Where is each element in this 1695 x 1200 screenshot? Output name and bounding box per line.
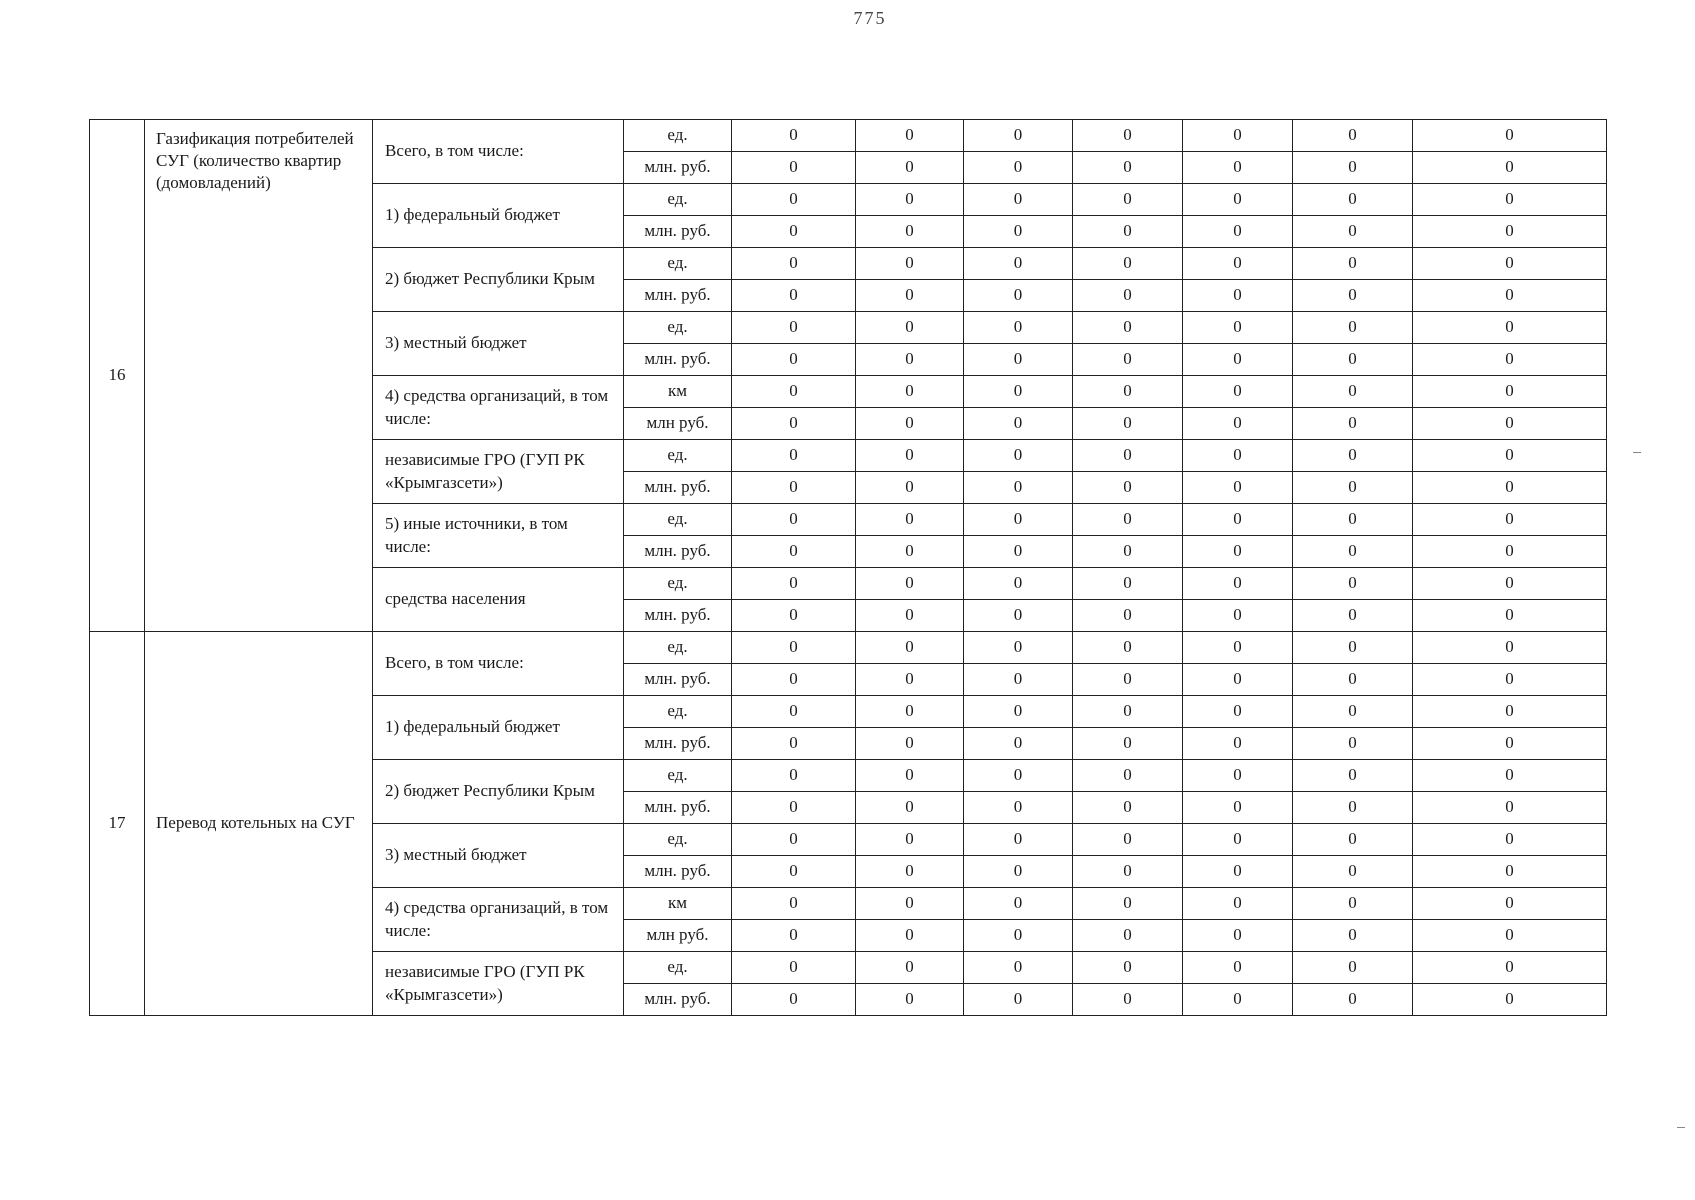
value-cell: 0 xyxy=(856,184,964,216)
value-cell: 0 xyxy=(1183,536,1293,568)
unit-cell: ед. xyxy=(624,824,732,856)
value-cell: 0 xyxy=(732,888,856,920)
funding-source-label: независимые ГРО (ГУП РК «Крымгазсети») xyxy=(373,440,624,504)
value-cell: 0 xyxy=(1413,216,1607,248)
value-cell: 0 xyxy=(1183,600,1293,632)
value-cell: 0 xyxy=(1073,728,1183,760)
value-cell: 0 xyxy=(1293,952,1413,984)
table-row xyxy=(90,632,1607,664)
unit-cell: млн. руб. xyxy=(624,536,732,568)
value-cell: 0 xyxy=(964,728,1073,760)
unit-cell: ед. xyxy=(624,440,732,472)
value-cell: 0 xyxy=(1293,920,1413,952)
unit-cell: млн. руб. xyxy=(624,984,732,1016)
value-cell: 0 xyxy=(732,920,856,952)
value-cell: 0 xyxy=(964,536,1073,568)
value-cell: 0 xyxy=(1183,856,1293,888)
value-cell: 0 xyxy=(856,824,964,856)
value-cell: 0 xyxy=(856,536,964,568)
value-cell: 0 xyxy=(1413,344,1607,376)
value-cell: 0 xyxy=(856,792,964,824)
value-cell: 0 xyxy=(1293,568,1413,600)
value-cell: 0 xyxy=(1073,952,1183,984)
value-cell: 0 xyxy=(1183,408,1293,440)
value-cell: 0 xyxy=(732,824,856,856)
value-cell: 0 xyxy=(964,184,1073,216)
unit-cell: км xyxy=(624,888,732,920)
value-cell: 0 xyxy=(1183,440,1293,472)
value-cell: 0 xyxy=(732,792,856,824)
value-cell: 0 xyxy=(1073,472,1183,504)
unit-cell: млн. руб. xyxy=(624,472,732,504)
value-cell: 0 xyxy=(964,440,1073,472)
value-cell: 0 xyxy=(1413,632,1607,664)
unit-cell: ед. xyxy=(624,248,732,280)
value-cell: 0 xyxy=(1413,888,1607,920)
value-cell: 0 xyxy=(732,504,856,536)
value-cell: 0 xyxy=(1413,792,1607,824)
value-cell: 0 xyxy=(1413,568,1607,600)
value-cell: 0 xyxy=(732,600,856,632)
value-cell: 0 xyxy=(964,920,1073,952)
unit-cell: ед. xyxy=(624,184,732,216)
unit-cell: млн. руб. xyxy=(624,856,732,888)
value-cell: 0 xyxy=(856,472,964,504)
funding-source-label: 3) местный бюджет xyxy=(373,312,624,376)
table-row xyxy=(90,120,1607,152)
value-cell: 0 xyxy=(1073,344,1183,376)
value-cell: 0 xyxy=(1413,728,1607,760)
value-cell: 0 xyxy=(1073,152,1183,184)
value-cell: 0 xyxy=(1413,472,1607,504)
value-cell: 0 xyxy=(1183,696,1293,728)
value-cell: 0 xyxy=(1073,888,1183,920)
value-cell: 0 xyxy=(1413,376,1607,408)
value-cell: 0 xyxy=(964,792,1073,824)
value-cell: 0 xyxy=(1073,824,1183,856)
unit-cell: млн. руб. xyxy=(624,600,732,632)
value-cell: 0 xyxy=(964,632,1073,664)
value-cell: 0 xyxy=(1183,792,1293,824)
value-cell: 0 xyxy=(732,440,856,472)
unit-cell: ед. xyxy=(624,312,732,344)
value-cell: 0 xyxy=(732,312,856,344)
value-cell: 0 xyxy=(1293,248,1413,280)
value-cell: 0 xyxy=(1073,696,1183,728)
value-cell: 0 xyxy=(856,280,964,312)
page-number: 775 xyxy=(853,8,887,28)
value-cell: 0 xyxy=(1183,824,1293,856)
value-cell: 0 xyxy=(1073,376,1183,408)
unit-cell: ед. xyxy=(624,696,732,728)
value-cell: 0 xyxy=(1183,152,1293,184)
value-cell: 0 xyxy=(964,888,1073,920)
value-cell: 0 xyxy=(1073,440,1183,472)
value-cell: 0 xyxy=(1183,728,1293,760)
unit-cell: ед. xyxy=(624,952,732,984)
unit-cell: ед. xyxy=(624,120,732,152)
unit-cell: млн. руб. xyxy=(624,728,732,760)
value-cell: 0 xyxy=(1183,952,1293,984)
value-cell: 0 xyxy=(1293,600,1413,632)
value-cell: 0 xyxy=(1073,920,1183,952)
value-cell: 0 xyxy=(1183,344,1293,376)
funding-source-label: 2) бюджет Республики Крым xyxy=(373,760,624,824)
value-cell: 0 xyxy=(1183,120,1293,152)
value-cell: 0 xyxy=(1073,120,1183,152)
value-cell: 0 xyxy=(1293,664,1413,696)
value-cell: 0 xyxy=(856,664,964,696)
value-cell: 0 xyxy=(1183,312,1293,344)
value-cell: 0 xyxy=(1413,248,1607,280)
value-cell: 0 xyxy=(856,504,964,536)
value-cell: 0 xyxy=(964,696,1073,728)
value-cell: 0 xyxy=(732,952,856,984)
value-cell: 0 xyxy=(1183,984,1293,1016)
value-cell: 0 xyxy=(732,984,856,1016)
value-cell: 0 xyxy=(856,856,964,888)
funding-source-label: 5) иные источники, в том числе: xyxy=(373,504,624,568)
value-cell: 0 xyxy=(856,152,964,184)
value-cell: 0 xyxy=(856,600,964,632)
value-cell: 0 xyxy=(1293,440,1413,472)
value-cell: 0 xyxy=(1293,824,1413,856)
value-cell: 0 xyxy=(856,696,964,728)
value-cell: 0 xyxy=(1413,824,1607,856)
value-cell: 0 xyxy=(964,824,1073,856)
value-cell: 0 xyxy=(856,888,964,920)
value-cell: 0 xyxy=(856,376,964,408)
unit-cell: млн. руб. xyxy=(624,216,732,248)
unit-cell: млн руб. xyxy=(624,920,732,952)
section-number: 16 xyxy=(90,120,145,632)
value-cell: 0 xyxy=(1073,408,1183,440)
value-cell: 0 xyxy=(1183,664,1293,696)
value-cell: 0 xyxy=(964,312,1073,344)
financing-table xyxy=(89,119,1607,1016)
value-cell: 0 xyxy=(964,760,1073,792)
funding-source-label: Всего, в том числе: xyxy=(373,632,624,696)
funding-source-label: 1) федеральный бюджет xyxy=(373,696,624,760)
funding-source-label: средства населения xyxy=(373,568,624,632)
value-cell: 0 xyxy=(732,536,856,568)
value-cell: 0 xyxy=(856,984,964,1016)
value-cell: 0 xyxy=(1413,312,1607,344)
unit-cell: млн. руб. xyxy=(624,152,732,184)
value-cell: 0 xyxy=(1293,536,1413,568)
value-cell: 0 xyxy=(964,856,1073,888)
value-cell: 0 xyxy=(964,152,1073,184)
value-cell: 0 xyxy=(732,216,856,248)
value-cell: 0 xyxy=(1413,152,1607,184)
value-cell: 0 xyxy=(732,120,856,152)
value-cell: 0 xyxy=(856,760,964,792)
value-cell: 0 xyxy=(732,344,856,376)
unit-cell: млн. руб. xyxy=(624,792,732,824)
value-cell: 0 xyxy=(856,120,964,152)
value-cell: 0 xyxy=(732,632,856,664)
value-cell: 0 xyxy=(1073,312,1183,344)
value-cell: 0 xyxy=(856,920,964,952)
value-cell: 0 xyxy=(1413,760,1607,792)
value-cell: 0 xyxy=(732,696,856,728)
value-cell: 0 xyxy=(856,632,964,664)
value-cell: 0 xyxy=(732,408,856,440)
value-cell: 0 xyxy=(1073,856,1183,888)
value-cell: 0 xyxy=(1073,568,1183,600)
section-name: Перевод котельных на СУГ xyxy=(145,632,373,1016)
value-cell: 0 xyxy=(1293,728,1413,760)
value-cell: 0 xyxy=(856,344,964,376)
value-cell: 0 xyxy=(1073,216,1183,248)
value-cell: 0 xyxy=(856,728,964,760)
value-cell: 0 xyxy=(732,472,856,504)
unit-cell: млн. руб. xyxy=(624,344,732,376)
value-cell: 0 xyxy=(1073,280,1183,312)
value-cell: 0 xyxy=(1413,536,1607,568)
value-cell: 0 xyxy=(1183,568,1293,600)
value-cell: 0 xyxy=(1183,472,1293,504)
value-cell: 0 xyxy=(856,408,964,440)
value-cell: 0 xyxy=(1413,984,1607,1016)
value-cell: 0 xyxy=(1073,248,1183,280)
unit-cell: км xyxy=(624,376,732,408)
value-cell: 0 xyxy=(1293,632,1413,664)
value-cell: 0 xyxy=(732,184,856,216)
value-cell: 0 xyxy=(732,568,856,600)
unit-cell: млн. руб. xyxy=(624,280,732,312)
value-cell: 0 xyxy=(1293,344,1413,376)
value-cell: 0 xyxy=(732,728,856,760)
value-cell: 0 xyxy=(856,248,964,280)
funding-source-label: 3) местный бюджет xyxy=(373,824,624,888)
unit-cell: млн руб. xyxy=(624,408,732,440)
value-cell: 0 xyxy=(1413,408,1607,440)
value-cell: 0 xyxy=(1413,952,1607,984)
value-cell: 0 xyxy=(964,984,1073,1016)
value-cell: 0 xyxy=(1413,120,1607,152)
value-cell: 0 xyxy=(1293,184,1413,216)
section-number: 17 xyxy=(90,632,145,1016)
value-cell: 0 xyxy=(1183,216,1293,248)
value-cell: 0 xyxy=(964,472,1073,504)
value-cell: 0 xyxy=(964,216,1073,248)
value-cell: 0 xyxy=(1413,600,1607,632)
margin-tick-mark xyxy=(1633,452,1641,453)
value-cell: 0 xyxy=(1073,632,1183,664)
value-cell: 0 xyxy=(1293,856,1413,888)
value-cell: 0 xyxy=(1073,536,1183,568)
value-cell: 0 xyxy=(964,952,1073,984)
value-cell: 0 xyxy=(732,856,856,888)
value-cell: 0 xyxy=(856,440,964,472)
value-cell: 0 xyxy=(964,408,1073,440)
value-cell: 0 xyxy=(1293,792,1413,824)
unit-cell: ед. xyxy=(624,760,732,792)
funding-source-label: 2) бюджет Республики Крым xyxy=(373,248,624,312)
value-cell: 0 xyxy=(1293,376,1413,408)
funding-source-label: 4) средства организаций, в том числе: xyxy=(373,888,624,952)
value-cell: 0 xyxy=(1293,504,1413,536)
value-cell: 0 xyxy=(1183,760,1293,792)
value-cell: 0 xyxy=(1413,920,1607,952)
value-cell: 0 xyxy=(856,952,964,984)
value-cell: 0 xyxy=(1073,184,1183,216)
value-cell: 0 xyxy=(1293,696,1413,728)
value-cell: 0 xyxy=(964,344,1073,376)
value-cell: 0 xyxy=(1413,856,1607,888)
value-cell: 0 xyxy=(1183,888,1293,920)
unit-cell: ед. xyxy=(624,632,732,664)
value-cell: 0 xyxy=(1293,760,1413,792)
value-cell: 0 xyxy=(1073,504,1183,536)
funding-source-label: Всего, в том числе: xyxy=(373,120,624,184)
value-cell: 0 xyxy=(1293,152,1413,184)
value-cell: 0 xyxy=(1183,248,1293,280)
value-cell: 0 xyxy=(1413,280,1607,312)
value-cell: 0 xyxy=(964,600,1073,632)
value-cell: 0 xyxy=(1073,664,1183,696)
value-cell: 0 xyxy=(1293,472,1413,504)
value-cell: 0 xyxy=(1183,632,1293,664)
funding-source-label: 4) средства организаций, в том числе: xyxy=(373,376,624,440)
unit-cell: ед. xyxy=(624,504,732,536)
value-cell: 0 xyxy=(1413,664,1607,696)
value-cell: 0 xyxy=(1293,408,1413,440)
value-cell: 0 xyxy=(1183,184,1293,216)
value-cell: 0 xyxy=(732,376,856,408)
value-cell: 0 xyxy=(732,280,856,312)
funding-source-label: независимые ГРО (ГУП РК «Крымгазсети») xyxy=(373,952,624,1016)
value-cell: 0 xyxy=(964,664,1073,696)
value-cell: 0 xyxy=(964,120,1073,152)
margin-tick-mark xyxy=(1677,1127,1685,1128)
value-cell: 0 xyxy=(856,216,964,248)
value-cell: 0 xyxy=(964,280,1073,312)
value-cell: 0 xyxy=(732,664,856,696)
value-cell: 0 xyxy=(856,568,964,600)
value-cell: 0 xyxy=(1183,920,1293,952)
value-cell: 0 xyxy=(856,312,964,344)
funding-source-label: 1) федеральный бюджет xyxy=(373,184,624,248)
value-cell: 0 xyxy=(732,248,856,280)
value-cell: 0 xyxy=(1293,216,1413,248)
unit-cell: млн. руб. xyxy=(624,664,732,696)
value-cell: 0 xyxy=(1413,504,1607,536)
value-cell: 0 xyxy=(1413,440,1607,472)
value-cell: 0 xyxy=(1293,280,1413,312)
value-cell: 0 xyxy=(1183,280,1293,312)
value-cell: 0 xyxy=(1293,120,1413,152)
value-cell: 0 xyxy=(964,568,1073,600)
value-cell: 0 xyxy=(732,760,856,792)
value-cell: 0 xyxy=(1183,504,1293,536)
value-cell: 0 xyxy=(1073,760,1183,792)
value-cell: 0 xyxy=(964,504,1073,536)
value-cell: 0 xyxy=(1073,792,1183,824)
value-cell: 0 xyxy=(964,376,1073,408)
value-cell: 0 xyxy=(1073,984,1183,1016)
value-cell: 0 xyxy=(1293,888,1413,920)
value-cell: 0 xyxy=(1293,984,1413,1016)
unit-cell: ед. xyxy=(624,568,732,600)
value-cell: 0 xyxy=(964,248,1073,280)
value-cell: 0 xyxy=(1073,600,1183,632)
value-cell: 0 xyxy=(732,152,856,184)
section-name: Газификация потребителей СУГ (количество квартир (домовладений) xyxy=(145,120,373,632)
value-cell: 0 xyxy=(1413,696,1607,728)
value-cell: 0 xyxy=(1293,312,1413,344)
value-cell: 0 xyxy=(1413,184,1607,216)
value-cell: 0 xyxy=(1183,376,1293,408)
